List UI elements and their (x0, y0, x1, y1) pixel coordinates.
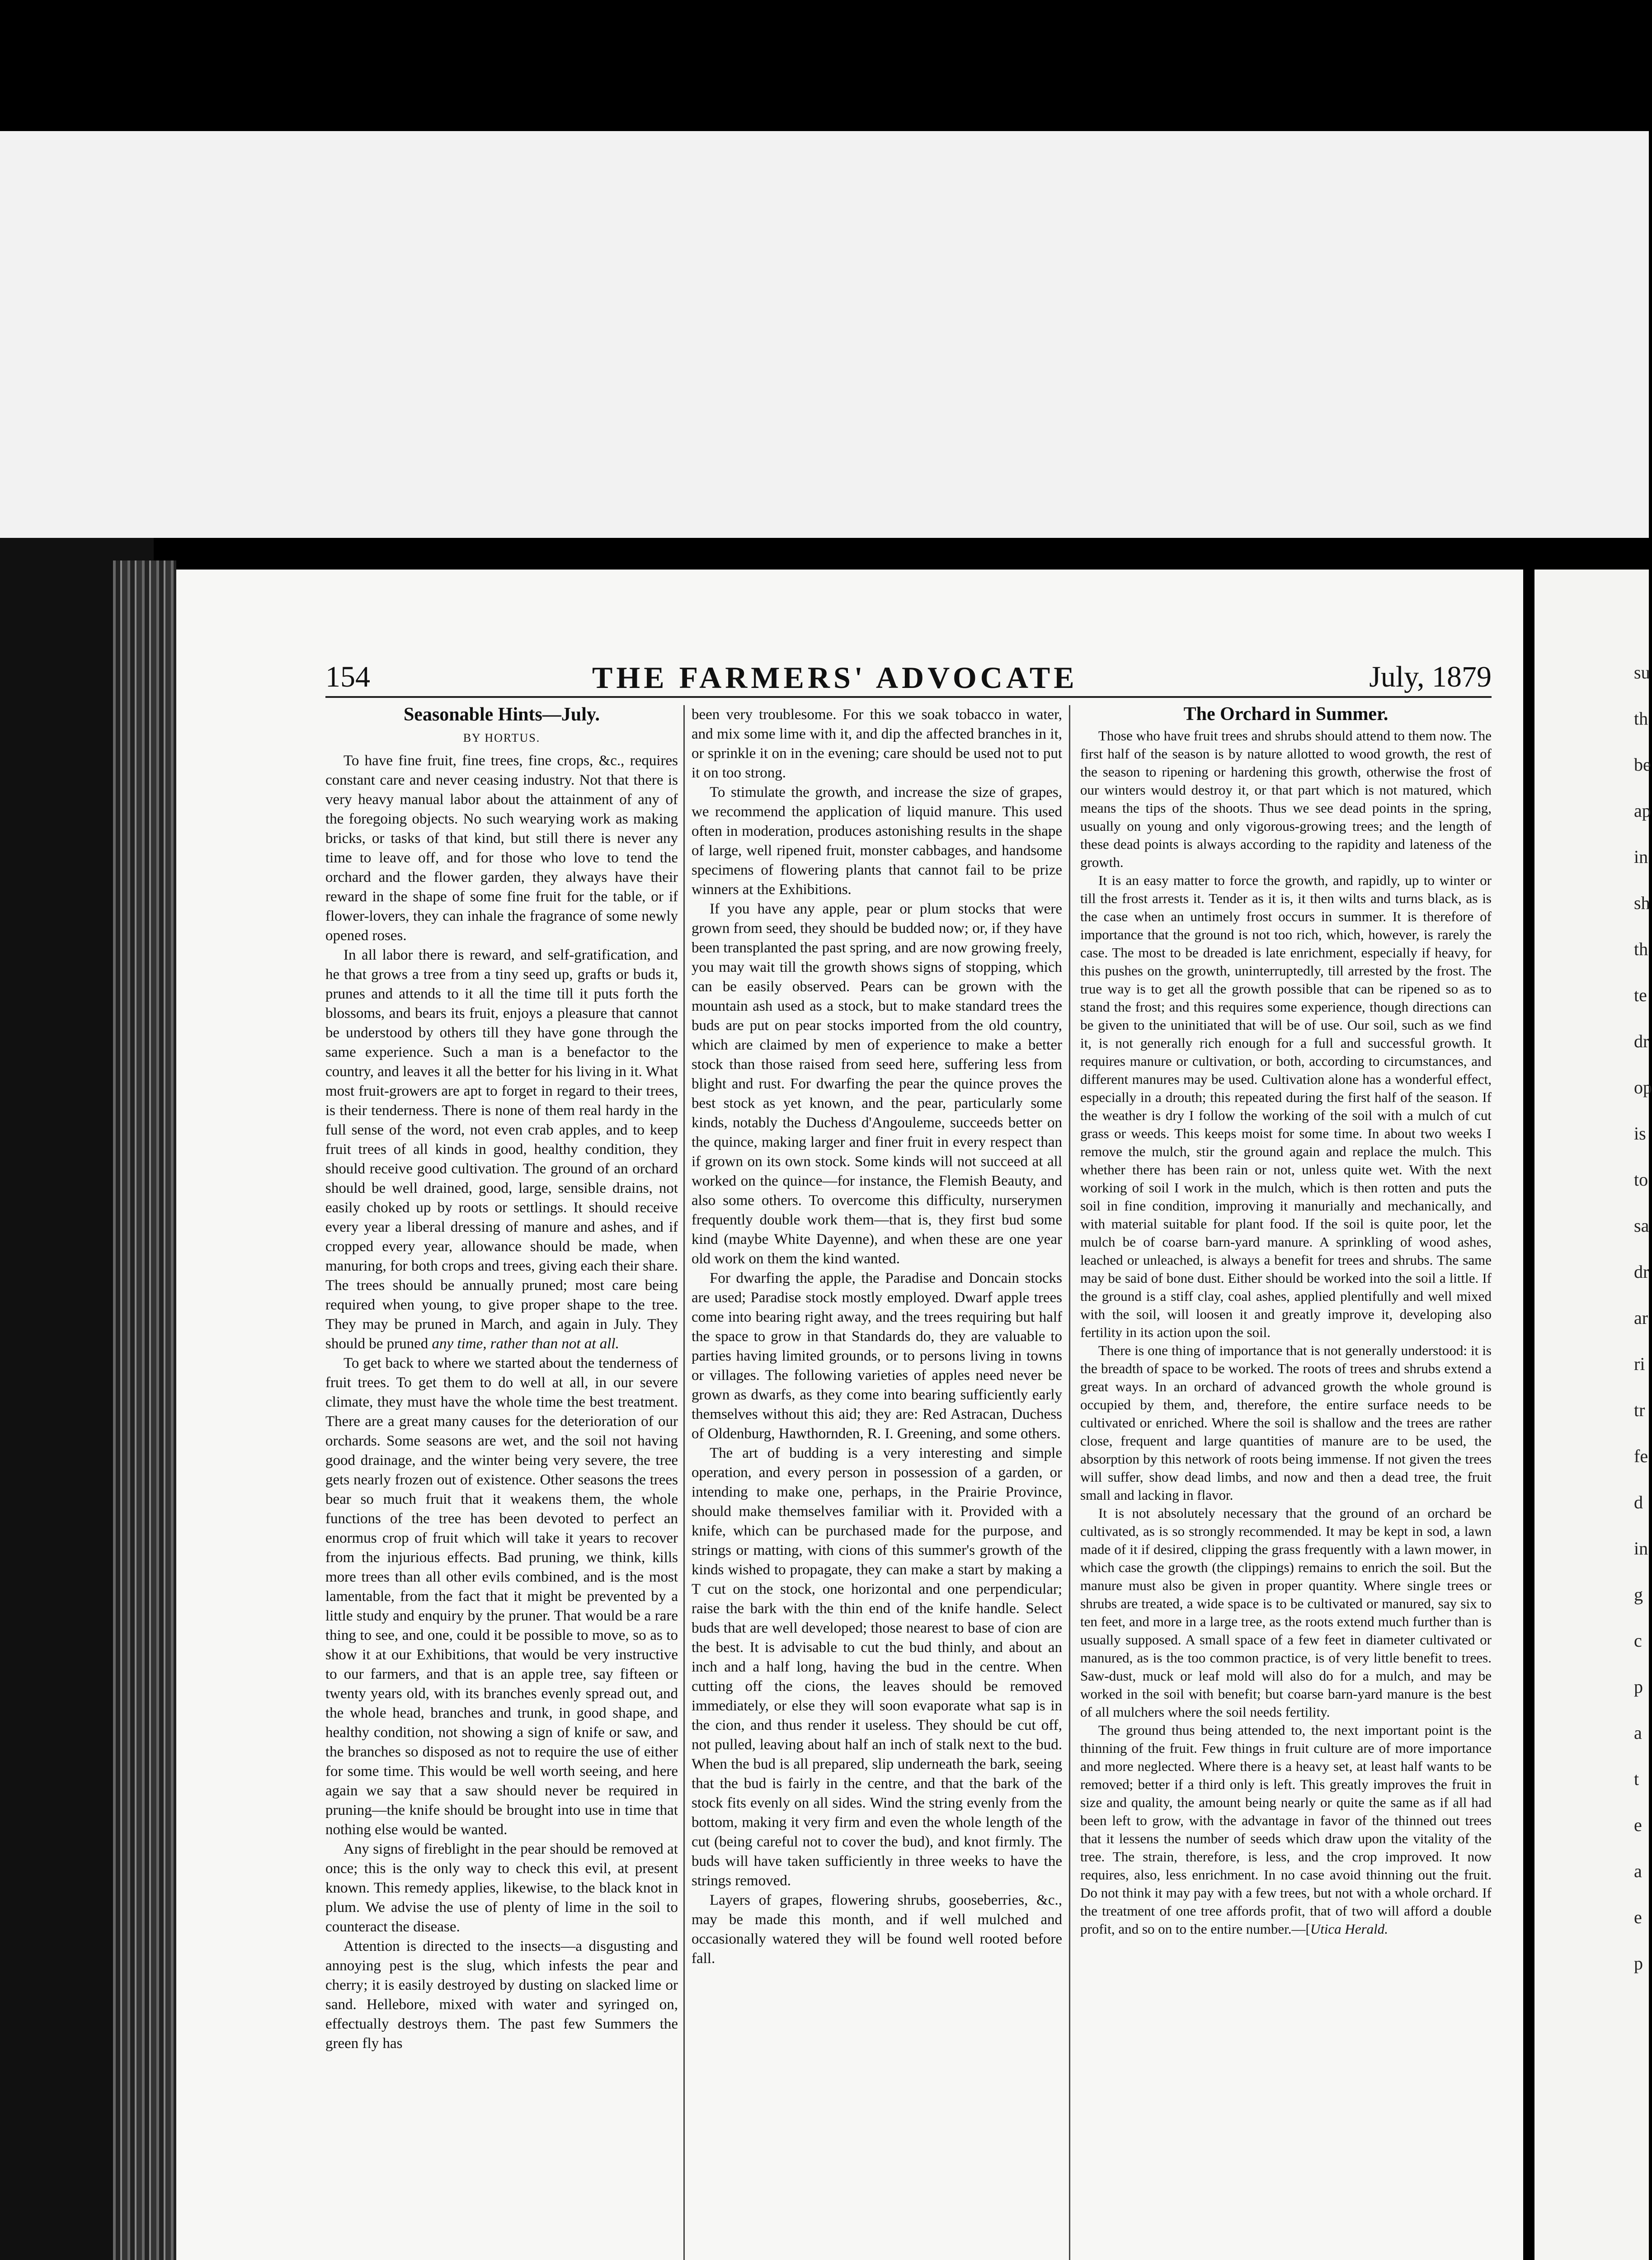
facing-page-letter: p (1634, 1953, 1643, 1973)
article-title: Seasonable Hints—July. (403, 704, 600, 725)
source-credit: Utica Herald. (1310, 1921, 1388, 1937)
facing-page-letter: t (1634, 1769, 1639, 1789)
page-header (325, 660, 1492, 698)
article-title: The Orchard in Summer. (1183, 704, 1388, 725)
facing-page-letter: e (1634, 1907, 1642, 1927)
facing-page-letter: d (1634, 1492, 1643, 1512)
facing-page-letter: fe (1634, 1446, 1648, 1466)
facing-page-letter: su (1634, 662, 1650, 683)
page-number: 154 (325, 660, 370, 693)
paragraph: Attention is directed to the insects—a disgusting and annoying pest is the slug, which infests the pear and cherry; it is easily destroyed by dusting on slacked lime or sand. Hellebore, mixed with water and syringed on, effectually destroys them. The past few Summers the green fly has (325, 1938, 678, 2052)
facing-page-letter: dr (1634, 1262, 1649, 1282)
issue-date: July, 1879 (1369, 660, 1492, 693)
facing-page-letter: sh (1634, 893, 1650, 913)
column-1 (325, 705, 678, 2260)
facing-page-letter: p (1634, 1676, 1643, 1697)
facing-page-letter: e (1634, 1815, 1642, 1835)
facing-page-letter: sa (1634, 1215, 1649, 1236)
facing-page-letter: in (1634, 847, 1648, 867)
paragraph: To stimulate the growth, and increase the size of grapes, we recommend the application of liquid manure. This used often in moderation, produces astonishing results in the shape of large, well ripened fruit, monster cabbages, and handsome specimens of flowering plants that cannot fail to be prize winners at the Exhibitions. (692, 784, 1062, 898)
facing-page-letter: is (1634, 1123, 1646, 1144)
column-rule (1069, 705, 1070, 2260)
scanner-bed-top (0, 131, 1649, 538)
facing-page-letter: a (1634, 1723, 1642, 1743)
facing-page-letter: tr (1634, 1400, 1645, 1420)
paragraph: If you have any apple, pear or plum stocks that were grown from seed, they should be budded now; or, if they have been transplanted the past spring, and are now growing freely, you may wait till the growth shows signs of stopping, which can be easily observed. Pears can be grown with the mountain ash used as a stock, but to make standard trees the buds are put on pear stocks imported from the old country, which are claimed by men of experience to make a better stock than those raised from seed here, suffering less from blight and rust. For dwarfing the pear the quince proves the best stock as yet known, and the pear, particularly some kinds, notably the Duchess d'Angouleme, succeeds better on the quince, making larger and finer fruit in every respect than if grown on its own stock. Some kinds will not succeed at all worked on the quince—for instance, the Flemish Beauty, and also some others. To overcome this difficulty, nurserymen frequently double work them—that is, they first bud some kind (maybe White Dayenne), and when these are one year old work on them the kind wanted. (692, 901, 1062, 1267)
paragraph: For dwarfing the apple, the Paradise and Doncain stocks are used; Paradise stock mostly employed. Dwarf apple trees come into bearing right away, and the trees requiring but half the space to grow in that Standards do, they are valuable to parties having limited grounds, or to persons living in towns or villages. The following varieties of apples need never be grown as dwarfs, as they come into bearing sufficiently early themselves without this aid; they are: Red Astracan, Duchess of Oldenburg, Hawthornden, R. I. Greening, and some others. (692, 1270, 1062, 1442)
paragraph: There is one thing of importance that is not generally understood: it is the breadth of space to be worked. The roots of trees and shrubs extend a great ways. In an orchard of advanced growth the whole ground is occupied by them, and, therefore, the entire surface needs to be cultivated or enriched. Where the soil is shallow and the trees are rather close, frequent and large quantities of manure are to be used, the absorption by this network of roots being immense. If not given the trees will suffer, show dead limbs, and now and then a dead tree, the fruit small and lacking in flavor. (1080, 1342, 1492, 1503)
paragraph: It is not absolutely necessary that the ground of an orchard be cultivated, as is so strongly recommended. It may be kept in sod, a lawn made of it if desired, clipping the grass frequently with a lawn mower, in which case the growth (the clippings) remains to enrich the soil. But the manure must also be given in proper quantity. Where single trees or shrubs are treated, a wide space is to be cultivated or manured, say six to ten feet, and more in a large tree, as the roots extend much further than is usually supposed. A small space of a few feet in diameter cultivated or manured, as is the too common practice, is of very little benefit to trees. Saw-dust, muck or leaf mold will also do for a mulch, and may be worked in the soil with benefit; but coarse barn-yard manure is the best of all mulchers where the soil needs fertility. (1080, 1505, 1492, 1720)
paragraph: been very troublesome. For this we soak tobacco in water, and mix some lime with it, and dip the affected branches in it, or sprinkle it on in the evening; care should be used not to put it on too strong. (692, 706, 1062, 781)
journal-title: THE FARMERS' ADVOCATE (592, 660, 1078, 695)
facing-page-letter: ar (1634, 1308, 1648, 1328)
facing-page-letter: to (1634, 1169, 1648, 1190)
facing-page-letter: th (1634, 708, 1648, 729)
column-rule (683, 705, 685, 2260)
page-edges (113, 560, 176, 2260)
facing-page-edge (1534, 570, 1652, 2260)
facing-page-letter: ap (1634, 800, 1651, 821)
column-2 (692, 705, 1062, 2260)
column-3 (1080, 705, 1492, 2260)
paragraph (1080, 1721, 1492, 1938)
paragraph-text: In all labor there is reward, and self-gratification, and he that grows a tree from a tiny seed up, grafts or buds it, prunes and attends to it all the time till it puts forth the blossoms, and bears its fruit, enjoys a pleasure that cannot be understood by others till they have gone through the same experience. Such a man is a benefactor to the country, and leaves it all the better for his living in it. What most fruit-growers are apt to forget in regard to their trees, is their tenderness. There is none of them real hardy in the full sense of the word, not even crab apples, and to keep fruit trees of all kinds in good, healthy condition, they should receive good cultivation. The ground of an orchard should be well drained, good, large, sensible drains, not easily choked up by roots or settlings. It should receive every year a liberal dressing of manure and ashes, and if cropped every year, allowance should be made, when manuring, for both crops and trees, giving each their share. The trees should be annually pruned; most care being required when young, to give proper shape to the tree. They may be pruned in March, and again in July. They should be pruned (325, 947, 678, 1352)
facing-page-letter: th (1634, 939, 1648, 959)
emphasis-text: any time, rather than not at all. (432, 1336, 619, 1352)
facing-page-letter: op (1634, 1077, 1652, 1097)
paragraph-text: The ground thus being attended to, the next important point is the thinning of the fruit. Few things in fruit culture are of more importance and more neglected. Where there is a heavy set, at least half wants to be removed; better if a third only is left. This greatly improves the fruit in size and quality, the amount being nearly or quite the same as if all had been left to grow, with the advantage in favor of the thinned out trees that it lessens the number of seeds which draw upon the vitality of the tree. The strain, therefore, is less, and the crop improved. It now requires, also, less enrichment. In no case avoid thinning out the fruit. Do not think it may pay with a few trees, but not with a whole orchard. If the treatment of one tree affords profit, that of two will afford a double profit, and so on to the entire number.—[ (1080, 1722, 1492, 1937)
paragraph: Those who have fruit trees and shrubs should attend to them now. The first half of the season is by nature allotted to wood growth, the rest of the season to ripening or hardening this growth, otherwise the frost of our winters would destroy it, or that part which is not matured, which means the tips of the shoots. Thus we see dead points in the spring, usually on young and only vigorous-growing trees; and the length of these dead points is always according to the rapidity and lateness of the growth. (1080, 728, 1492, 870)
facing-page-letter: a (1634, 1861, 1642, 1881)
facing-page-letter: in (1634, 1538, 1648, 1558)
paragraph: To get back to where we started about the tenderness of fruit trees. To get them to do well at all, in our severe climate, they must have the whole time the best treatment. There are a great many causes for the deterioration of our orchards. Some seasons are wet, and the soil not having good drainage, and the winter being very severe, the tree gets nearly frozen out of existence. Other seasons the trees bear so much fruit that it weakens them, the whole functions of the tree has been devoted to perfect an enormus crop of fruit which will take it years to recover from the injurious effects. Bad pruning, we think, kills more trees than all other evils combined, and is the most lamentable, from the fact that it might be prevented by a little study and enquiry by the pruner. That would be a rare thing to see, and one, could it be possible to move, so as to show it at our Exhibitions, that would be very instructive to our farmers, and that is an apple tree, say fifteen or twenty years old, with its branches evenly spread out, and the whole head, branches and trunk, in good shape, and healthy condition, not showing a sign of knife or saw, and the branches so disposed as not to require the use of either for some time. This would be well worth seeing, and here again we say that a saw should never be required in pruning—the knife should be brought into use in time that nothing else would be wanted. (325, 1355, 678, 1838)
paragraph: To have fine fruit, fine trees, fine crops, &c., requires constant care and never ceasing industry. Not that there is very heavy manual labor about the attainment of any of the foregoing objects. No such wearying work as making bricks, or tasks of that kind, but still there is never any time to leave off, and for those who love to tend the orchard and the flower garden, they always have their reward in the shape of some fine fruit for the table, or if flower-lovers, they can inhale the fragrance of some newly opened roses. (325, 753, 678, 944)
paragraph: The art of budding is a very interesting and simple operation, and every person in possession of a garden, or intending to make one, perhaps, in the Prairie Province, should make themselves familiar with it. Provided with a knife, which can be purchased made for the purpose, and strings or matting, with cions of this summer's growth of the kinds wished to propagate, they can make a start by making a T cut on the stock, one horizontal and one perpendicular; raise the bark with the thin end of the knife handle. Select buds that are well developed; those nearest to base of cion are the best. It is advisable to cut the bud thinly, and about an inch and a half long, having the bud in the centre. When cutting off the cions, the leaves should be removed immediately, or else they will soon evaporate what sap is in the cion, and thus render it useless. They should be cut off, not pulled, leaving about half an inch of stalk next to the bud. When the bud is all prepared, slip underneath the bark, seeing that the bud is fairly in the centre, and that the bark of the stock fits evenly on all sides. Wind the string evenly from the bottom, making it very firm and even the whole length of the cut (being careful not to cover the bud), and knot firmly. The buds will have taken sufficiently in three weeks to have the strings removed. (692, 1445, 1062, 1889)
facing-page-letter: c (1634, 1630, 1642, 1651)
facing-page-letter: ri (1634, 1354, 1645, 1374)
facing-page-letter: dr (1634, 1031, 1649, 1051)
facing-page-letters (1634, 570, 1652, 1976)
paragraph: It is an easy matter to force the growth, and rapidly, up to winter or till the frost arrests it. Tender as it is, it then wilts and turns black, as is the case when an untimely frost occurs in summer. It is therefore of importance that the ground is not too rich, which, however, is rarely the case. The most to be dreaded is late enrichment, especially if heavy, for this pushes on the growth, uninterruptedly, till arrested by the frost. The true way is to get all the growth possible that can be ripened so as to stand the frost; and this requires some experience, though directions can be given to the uninitiated that will be of use. Our soil, such as we find it, is not generally rich enough for a full and successful growth. It requires manure or cultivation, or both, according to circumstances, and different manures may be used. Cultivation alone has a wonderful effect, especially in a drouth; this repeated during the first half of the season. If the weather is dry I follow the working of the soil with a mulch of cut grass or weeds. This keeps moist for some time. In about two weeks I remove the mulch, stir the ground again and replace the mulch. This whether there has been rain or not, unless quite wet. With the next working of soil I work in the mulch, which is then rotten and puts the soil in fine condition, improving it manurially and mechanically, and with material suitable for plant food. If the soil is quite poor, let the mulch be of coarse barn-yard manure. A sprinkling of wood ashes, leached or unleached, is always a benefit for trees and shrubs. The same may be said of bone dust. Either should be worked into the soil a little. If the ground is a stiff clay, coal ashes, applied plentifully and well mixed with the soil, will loosen it and greatly improve it, developing also fertility in its action upon the soil. (1080, 872, 1492, 1340)
byline: BY HORTUS. (463, 731, 541, 744)
facing-page-letter: g (1634, 1584, 1643, 1605)
paragraph: Layers of grapes, flowering shrubs, gooseberries, &c., may be made this month, and if well mulched and occasionally watered they will be found well rooted before fall. (692, 1892, 1062, 1967)
paragraph (325, 946, 678, 1354)
paragraph: Any signs of fireblight in the pear should be removed at once; this is the only way to check this evil, at present known. This remedy applies, likewise, to the black knot in plum. We advise the use of plenty of lime in the soil to counteract the disease. (325, 1841, 678, 1935)
facing-page-letter: be (1634, 754, 1651, 775)
facing-page-letter: te (1634, 985, 1647, 1005)
